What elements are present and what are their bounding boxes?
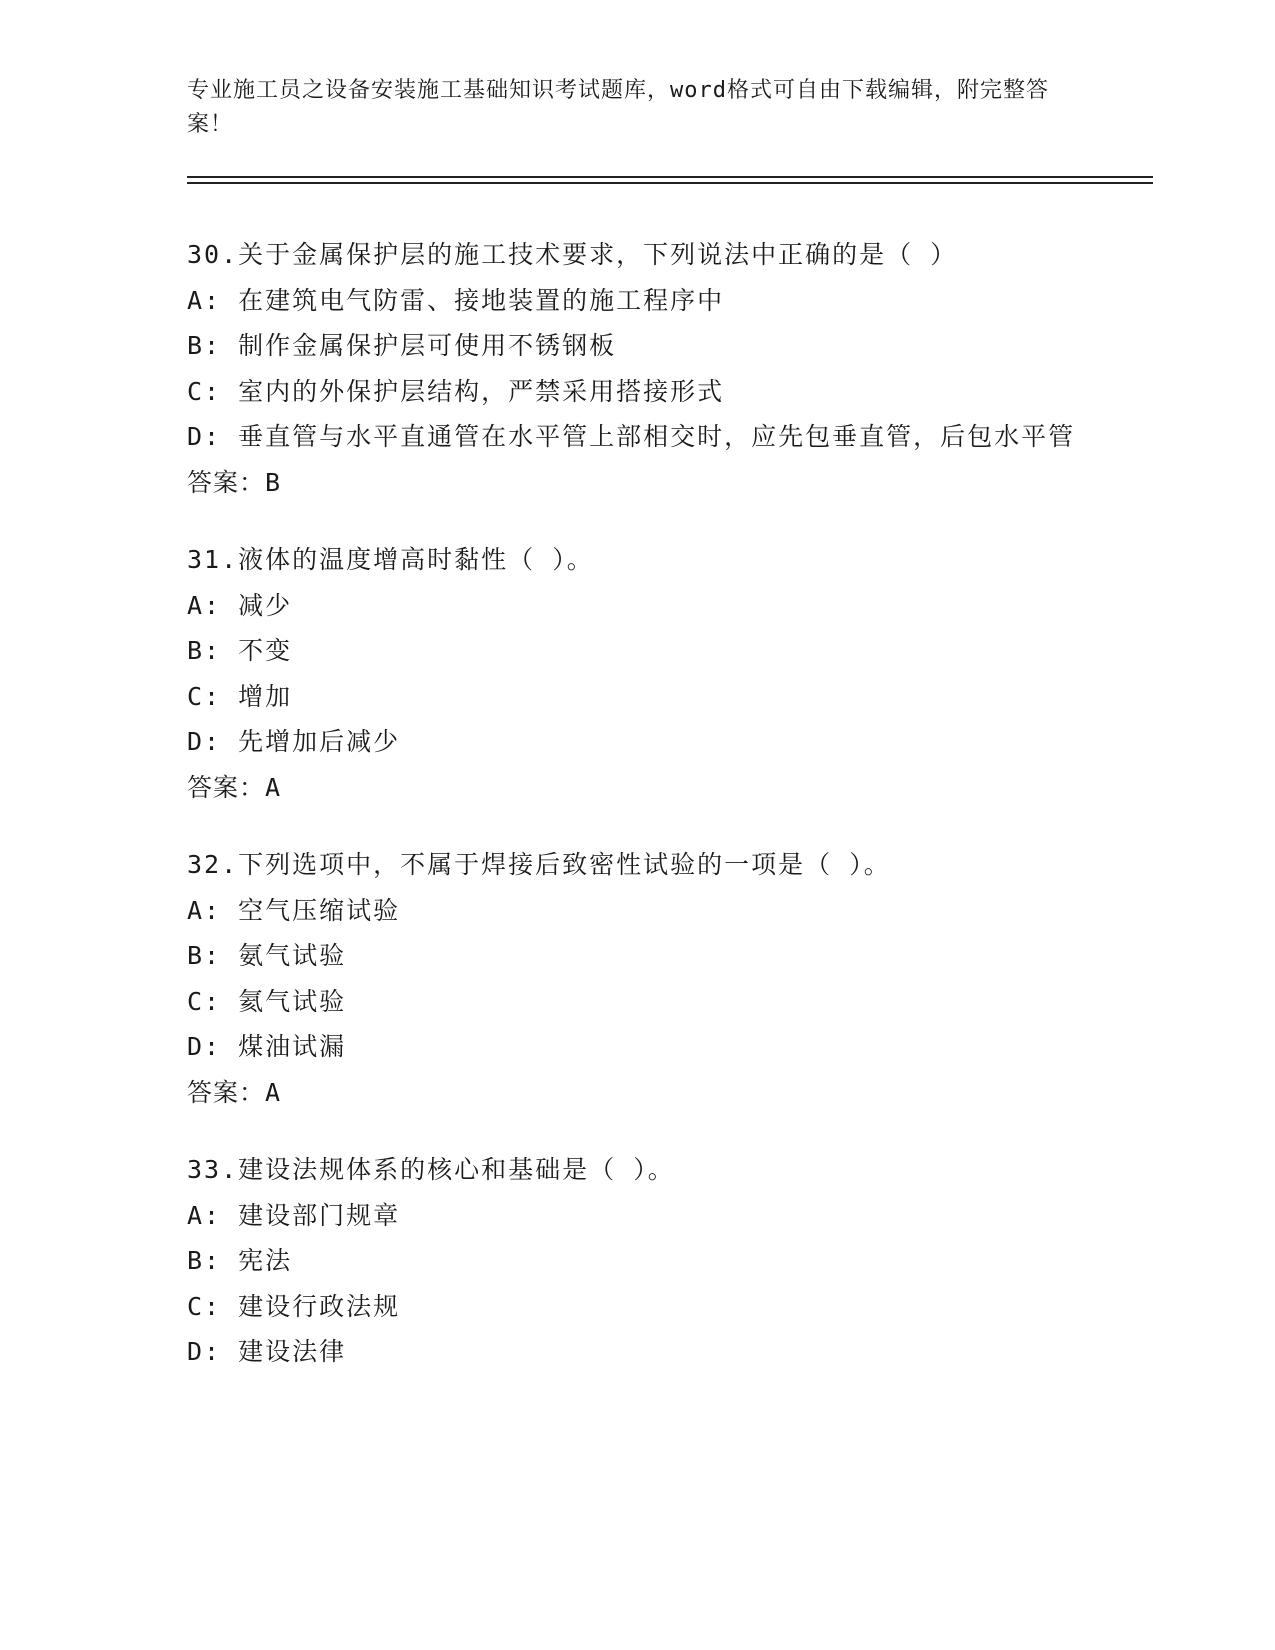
answer-value: A bbox=[265, 1077, 282, 1107]
question-33 bbox=[187, 1147, 1087, 1375]
answer-label: 答案： bbox=[187, 1077, 266, 1107]
option-c: C: 室内的外保护层结构，严禁采用搭接形式 bbox=[187, 376, 725, 406]
option-d: D: 先增加后减少 bbox=[187, 727, 401, 756]
option-b: B: 制作金属保护层可使用不锈钢板 bbox=[187, 331, 617, 360]
header-divider-bottom bbox=[187, 182, 1153, 184]
option-d: D: 煤油试漏 bbox=[187, 1032, 347, 1061]
question-stem: 33.建设法规体系的核心和基础是（ ）。 bbox=[187, 1155, 675, 1184]
question-stem: 31.液体的温度增高时黏性（ ）。 bbox=[187, 545, 594, 574]
answer-value: B bbox=[265, 467, 282, 497]
answer-value: A bbox=[265, 772, 282, 802]
answer-label: 答案： bbox=[187, 772, 266, 802]
option-a: A: 空气压缩试验 bbox=[187, 895, 401, 925]
question-31 bbox=[187, 537, 1087, 810]
option-a: A: 减少 bbox=[187, 590, 293, 620]
question-30 bbox=[187, 232, 1087, 505]
header-divider-top bbox=[187, 176, 1153, 178]
question-stem: 32.下列选项中，不属于焊接后致密性试验的一项是（ ）。 bbox=[187, 850, 891, 879]
option-c: C: 建设行政法规 bbox=[187, 1291, 401, 1321]
option-b: B: 氨气试验 bbox=[187, 941, 347, 970]
question-32 bbox=[187, 842, 1087, 1115]
option-d: D: 垂直管与水平直通管在水平管上部相交时，应先包垂直管，后包水平管 bbox=[187, 422, 1076, 451]
answer bbox=[187, 1070, 1087, 1116]
answer bbox=[187, 460, 1087, 506]
option-b: B: 宪法 bbox=[187, 1246, 293, 1275]
question-stem: 30.关于金属保护层的施工技术要求，下列说法中正确的是（ ） bbox=[187, 240, 958, 269]
option-a: A: 在建筑电气防雷、接地装置的施工程序中 bbox=[187, 285, 725, 315]
question-list bbox=[187, 232, 1087, 1407]
option-a: A: 建设部门规章 bbox=[187, 1200, 401, 1230]
document-header: 专业施工员之设备安装施工基础知识考试题库，word格式可自由下载编辑，附完整答案！ bbox=[187, 78, 1049, 137]
answer-label: 答案： bbox=[187, 467, 266, 497]
option-c: C: 氦气试验 bbox=[187, 986, 347, 1016]
answer bbox=[187, 765, 1087, 811]
option-c: C: 增加 bbox=[187, 681, 293, 711]
option-b: B: 不变 bbox=[187, 636, 293, 665]
option-d: D: 建设法律 bbox=[187, 1337, 347, 1366]
